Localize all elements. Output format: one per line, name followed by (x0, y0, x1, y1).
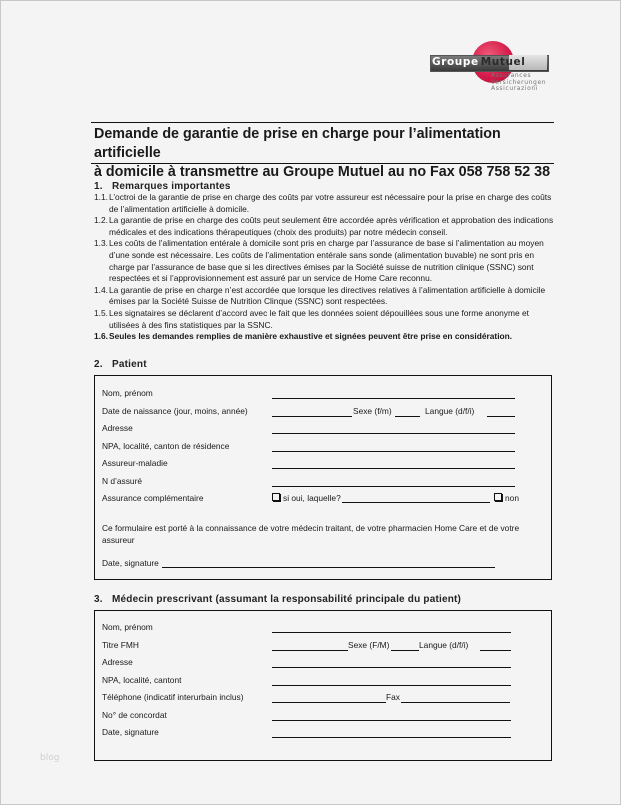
patient-birthdate-field[interactable] (272, 416, 352, 417)
physician-concordat-label: No° de concordat (102, 710, 167, 720)
remark-item (94, 285, 559, 308)
patient-disclosure-note: Ce formulaire est porté à la connaissance de votre médecin traitant, de votre pharmacien Home Care et de votre assureur (102, 523, 520, 545)
remark-item (94, 238, 559, 284)
patient-insurer-label: Assureur-maladie (102, 458, 168, 468)
supplementary-yes-label: si oui, laquelle? (283, 493, 341, 503)
remark-text: Les coûts de l’alimentation entérale à domicile sont pris en charge par l’assurance de base si l’alimentation au moyen d’une sonde est nécessaire. Les coûts de l’alimentation entérale sans sonde (alimentation buvable) ne sont pris en charge par l’assurance de base que si les directives émises par la Société suisse de nutrition clinique (SSNC) sont respectées et si l’approvisionnement est assuré par un service de Home Care reconnu. (109, 238, 544, 284)
logo-brand-part2: Mutuel (480, 56, 526, 68)
logo-tagline-1: Assurances (491, 72, 532, 79)
physician-address-label: Adresse (102, 657, 133, 667)
remark-text: La garantie de prise en charge n’est accordée que lorsque les directives relatives à l’alimentation artificielle à domicile émises par la Société Suisse de Nutrition Clinque (SSNC) sont respectées. (109, 284, 546, 307)
physician-date-signature-label: Date, signature (102, 727, 159, 737)
patient-date-signature-label: Date, signature (102, 558, 159, 568)
section-2-number: 2. (94, 359, 103, 370)
remark-number: 1.5. (94, 307, 108, 318)
patient-insurer-field[interactable] (272, 468, 515, 469)
section-1-heading (94, 181, 231, 192)
physician-name-label: Nom, prénom (102, 622, 153, 632)
physician-phone-field[interactable] (272, 702, 386, 703)
logo-tagline (491, 73, 546, 93)
watermark-text: blog (40, 753, 60, 763)
logo-tagline-3: Assicurazioni (491, 85, 539, 92)
patient-insured-no-field[interactable] (272, 486, 515, 487)
physician-sex-field[interactable] (391, 650, 419, 651)
title-line-1: Demande de garantie de prise en charge pour l’alimentation artificielle (94, 126, 501, 161)
patient-npa-label: NPA, localité, canton de résidence (102, 441, 230, 451)
section-3-heading (94, 594, 461, 605)
patient-box (94, 375, 552, 580)
remarks-list (94, 192, 559, 343)
remark-item (94, 331, 559, 343)
physician-title-field[interactable] (272, 650, 348, 651)
remark-number: 1.3. (94, 238, 108, 249)
physician-box (94, 610, 552, 761)
physician-address-field[interactable] (272, 667, 511, 668)
patient-address-label: Adresse (102, 423, 133, 433)
remark-text: L’octroi de la garantie de prise en charge des coûts par votre assureur est nécessaire pour la prise en charge des coûts de l’alimentation artificielle à domicile. (109, 192, 552, 214)
patient-insured-no-label: N d’assuré (102, 476, 143, 486)
patient-birthdate-label: Date de naissance (jour, moins, année) (102, 406, 248, 416)
title-line-2: à domicile à transmettre au Groupe Mutuel au no Fax 058 758 52 38 (94, 164, 551, 180)
document-title (94, 125, 564, 182)
logo-brand-part1: Groupe (432, 56, 479, 68)
section-3-number: 3. (94, 594, 103, 605)
remark-number: 1.4. (94, 284, 108, 295)
patient-supplementary-label: Assurance complémentaire (102, 493, 204, 503)
title-bottom-rule (91, 163, 554, 164)
supplementary-which-field[interactable] (342, 502, 490, 503)
physician-date-signature-field[interactable] (272, 737, 511, 738)
patient-language-field[interactable] (487, 416, 515, 417)
physician-concordat-field[interactable] (272, 720, 511, 721)
patient-language-label: Langue (d/f/i) (425, 406, 475, 416)
patient-address-field[interactable] (272, 433, 515, 434)
remark-number: 1.1. (94, 192, 108, 202)
physician-title-label: Titre FMH (102, 640, 139, 650)
physician-fax-label: Fax (386, 692, 400, 702)
patient-sex-label: Sexe (f/m) (353, 406, 392, 416)
logo-brand (432, 55, 525, 70)
patient-name-label: Nom, prénom (102, 388, 153, 398)
physician-npa-field[interactable] (272, 685, 511, 686)
remark-number: 1.6. (94, 331, 108, 342)
remark-text: Seules les demandes remplies de manière exhaustive et signées peuvent être prise en considération. (109, 331, 513, 342)
section-2-heading (94, 359, 147, 370)
supplementary-no-label: non (505, 493, 519, 503)
logo-tagline-2: Versicherungen (491, 78, 547, 86)
groupe-mutuel-logo (426, 39, 551, 99)
title-top-rule (91, 122, 554, 123)
checkbox-icon[interactable] (494, 493, 502, 501)
physician-language-label: Langue (d/f/i) (419, 640, 469, 650)
remark-text: Les signataires se déclarent d’accord avec le fait que les données soient dépouillées sous une forme anonyme et utilisées à des fins statistiques par la SSNC. (109, 307, 529, 330)
patient-date-signature-field[interactable] (162, 567, 495, 568)
physician-language-field[interactable] (480, 650, 511, 651)
physician-fax-field[interactable] (401, 702, 510, 703)
section-2-title: Patient (112, 359, 147, 370)
checkbox-icon[interactable] (272, 493, 280, 501)
remark-item (94, 215, 559, 238)
physician-sex-label: Sexe (F/M) (348, 640, 390, 650)
physician-phone-label: Téléphone (indicatif interurbain inclus) (102, 692, 244, 702)
patient-sex-field[interactable] (395, 416, 420, 417)
patient-name-field[interactable] (272, 398, 515, 399)
physician-name-field[interactable] (272, 632, 511, 633)
section-1-title: Remarques importantes (112, 181, 231, 192)
remark-number: 1.2. (94, 215, 108, 226)
section-1-number: 1. (94, 181, 103, 192)
section-3-title: Médecin prescrivant (assumant la responsabilité principale du patient) (112, 594, 462, 605)
supplementary-yes-option[interactable] (272, 493, 341, 503)
patient-npa-field[interactable] (272, 451, 515, 452)
remark-text: La garantie de prise en charge des coûts peut seulement être accordée après vérification et approbation des indications médicales et des indications thérapeutiques (choix des produits) par notre médecin conseil. (109, 215, 554, 237)
remark-item (94, 192, 559, 215)
supplementary-no-option[interactable] (494, 493, 519, 503)
physician-npa-label: NPA, localité, cantont (102, 675, 182, 685)
remark-item (94, 308, 559, 331)
